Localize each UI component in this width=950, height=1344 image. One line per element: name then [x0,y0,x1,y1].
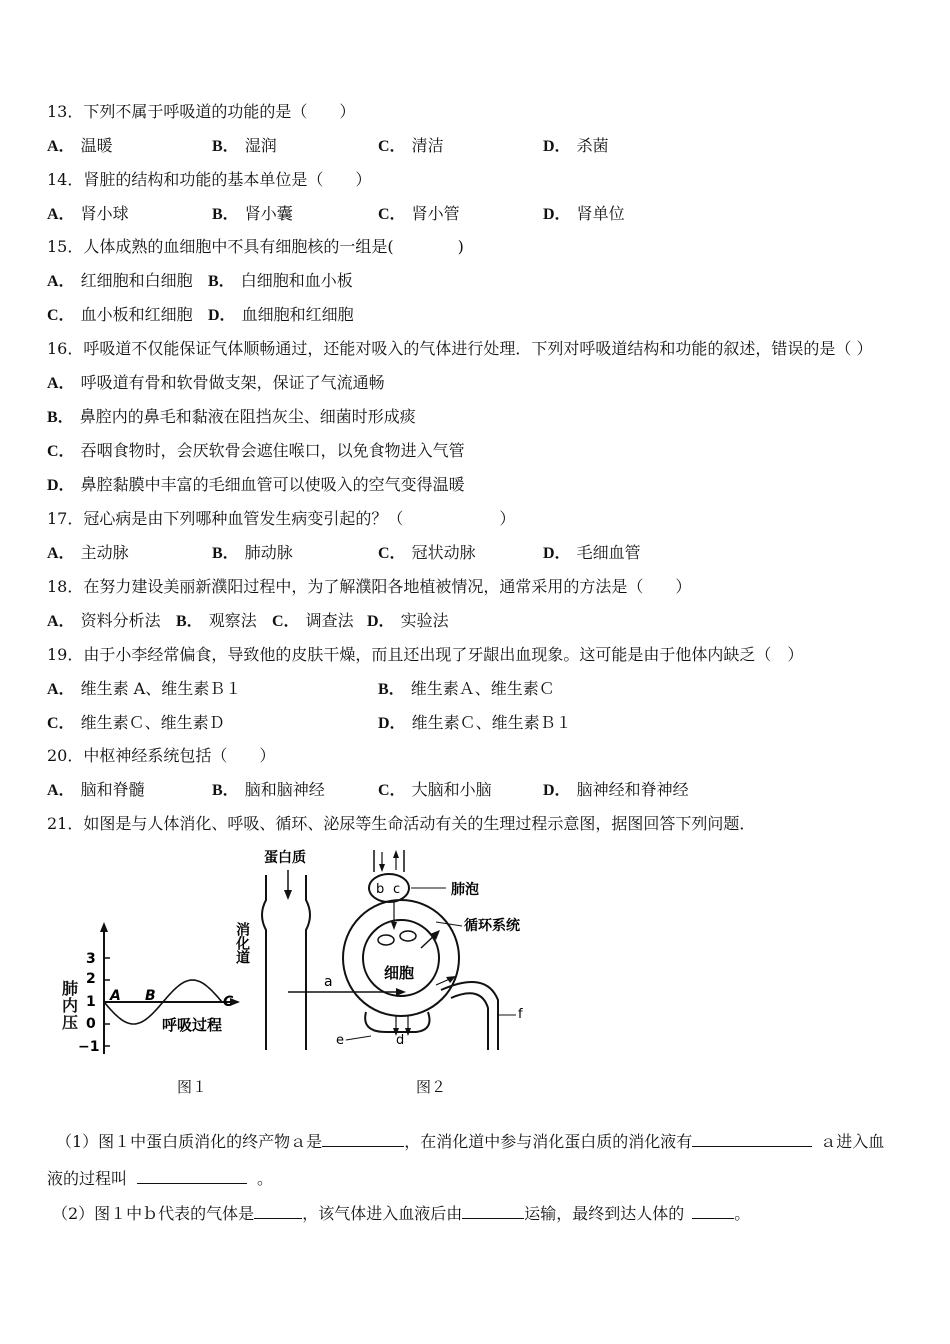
y-axis-arrow [100,922,108,932]
question-16-stem: 16．呼吸道不仅能保证气体顺畅通过，还能对吸入的气体进行处理．下列对呼吸道结构和功能的叙述，错误的是（ ） [47,339,873,358]
figure-2-caption: 图２ [416,1078,447,1096]
answer-blank-a[interactable] [322,1130,404,1147]
question-21-stem: 21．如图是与人体消化、呼吸、循环、泌尿等生命活动有关的生理过程示意图，据图回答下列问题． [47,814,756,833]
figure-1-caption: 图１ [177,1078,208,1096]
x-axis-label: 呼吸过程 [162,1016,223,1034]
label-f: f [518,1007,523,1022]
answer-blank-digestive-juice[interactable] [692,1130,812,1147]
q15-option-a[interactable]: A． 红细胞和白细胞 [47,271,193,290]
q20-option-d[interactable]: D． 脑神经和脊神经 [543,780,689,799]
digestive-tract-left-wall [262,875,266,1050]
label-d: d [396,1033,405,1048]
q20-option-b[interactable]: B． 脑和脑神经 [212,780,325,799]
question-18-stem: 18．在努力建设美丽新濮阳过程中，为了解濮阳各地植被情况，通常采用的方法是（ ） [47,577,692,596]
alveolus [369,874,409,902]
label-b: b [376,882,385,897]
q18-option-d[interactable]: D． 实验法 [367,611,449,630]
q14-option-b[interactable]: B． 肾小囊 [212,204,293,223]
q21-sub1-line2: 液的过程叫 。 [47,1169,274,1188]
q15-option-d[interactable]: D． 血细胞和红细胞 [208,305,354,324]
q21-sub1-line1: （1）图１中蛋白质消化的终产物ａ是 ，在消化道中参与消化蛋白质的消化液有 ａ进入血 [56,1132,885,1151]
q17-option-a[interactable]: A． 主动脉 [47,543,129,562]
q16-option-c[interactable]: C． 吞咽食物时，会厌软骨会遮住喉口，以免食物进入气管 [47,441,465,460]
label-a: a [324,974,333,990]
cell-label: 细胞 [384,964,415,982]
y-axis-label: 肺内压 [62,979,79,1032]
q19-option-b[interactable]: B． 维生素Ａ、维生素Ｃ [378,679,555,698]
answer-blank-destination[interactable] [692,1202,734,1219]
question-19-stem: 19．由于小李经常偏食，导致他的皮肤干燥，而且还出现了牙龈出血现象。这可能是由于他体内缺乏（ ） [47,645,804,664]
alveolus-neck [374,850,404,872]
q13-option-b[interactable]: B． 湿润 [212,136,277,155]
q13-option-c[interactable]: C． 清洁 [378,136,444,155]
label-e: e [336,1033,344,1048]
q14-option-a[interactable]: A． 肾小球 [47,204,129,223]
circulation-outer-ring [343,900,459,1016]
q17-option-d[interactable]: D． 毛细血管 [543,543,641,562]
cell [363,920,439,996]
question-13-stem: 13．下列不属于呼吸道的功能的是（ ） [47,102,356,121]
point-c-label: C [223,994,234,1010]
digestive-tract-right-wall [306,875,310,1050]
q18-option-c[interactable]: C． 调查法 [272,611,354,630]
q16-option-b[interactable]: B． 鼻腔内的鼻毛和黏液在阻挡灰尘、细菌时形成痰 [47,407,416,426]
digestive-tract-label: 消化道 [234,922,250,964]
q19-option-d[interactable]: D． 维生素Ｃ、维生素Ｂ１ [378,713,572,732]
tick-label: 0 [86,1016,96,1032]
q13-option-a[interactable]: A． 温暖 [47,136,113,155]
q20-option-c[interactable]: C． 大脑和小脑 [378,780,492,799]
figure-2-schematic [236,840,556,1060]
q19-option-c[interactable]: C． 维生素Ｃ、维生素Ｄ [47,713,225,732]
q14-option-c[interactable]: C． 肾小管 [378,204,460,223]
tick-label: 3 [86,951,96,967]
answer-blank-gas[interactable] [254,1202,302,1219]
tick-label: −1 [78,1039,100,1055]
q21-sub2-line: （2）图１中ｂ代表的气体是 ，该气体进入血液后由 运输，最终到达人体的 。 [52,1204,751,1223]
question-14-stem: 14．肾脏的结构和功能的基本单位是（ ） [47,170,372,189]
figure-1-pressure-chart [62,920,242,1060]
protein-arrow-icon [284,890,292,900]
question-17-stem: 17．冠心病是由下列哪种血管发生病变引起的？（ ） [47,509,516,528]
tick-label: 1 [86,994,96,1010]
q13-option-d[interactable]: D． 杀菌 [543,136,609,155]
question-15-stem: 15．人体成熟的血细胞中不具有细胞核的一组是( ) [47,237,464,256]
protein-label: 蛋白质 [264,850,306,866]
q16-option-d[interactable]: D． 鼻腔黏膜中丰富的毛细血管可以使吸入的空气变得温暖 [47,475,465,494]
answer-blank-absorption[interactable] [137,1167,247,1184]
q15-option-b[interactable]: B． 白细胞和血小板 [208,271,353,290]
q20-option-a[interactable]: A． 脑和脊髓 [47,780,145,799]
q15-option-c[interactable]: C． 血小板和红细胞 [47,305,193,324]
arrow-a-icon [396,988,406,996]
alveolus-label: 肺泡 [451,882,479,898]
q19-option-a[interactable]: A． 维生素 A、维生素Ｂ１ [47,679,242,698]
q17-option-c[interactable]: C． 冠状动脉 [378,543,476,562]
q16-option-a[interactable]: A． 呼吸道有骨和软骨做支架，保证了气流通畅 [47,373,385,392]
point-b-label: B [145,988,156,1004]
point-a-label: A [110,988,121,1004]
answer-blank-transport[interactable] [462,1202,524,1219]
question-20-stem: 20．中枢神经系统包括（ ） [47,746,276,765]
label-c: c [393,882,401,897]
circulation-label: 循环系统 [464,918,520,934]
q18-option-b[interactable]: B． 观察法 [176,611,257,630]
q14-option-d[interactable]: D． 肾单位 [543,204,625,223]
vessel-f [441,982,498,1050]
q18-option-a[interactable]: A． 资料分析法 [47,611,161,630]
tick-label: 2 [86,971,96,987]
q17-option-b[interactable]: B． 肺动脉 [212,543,293,562]
